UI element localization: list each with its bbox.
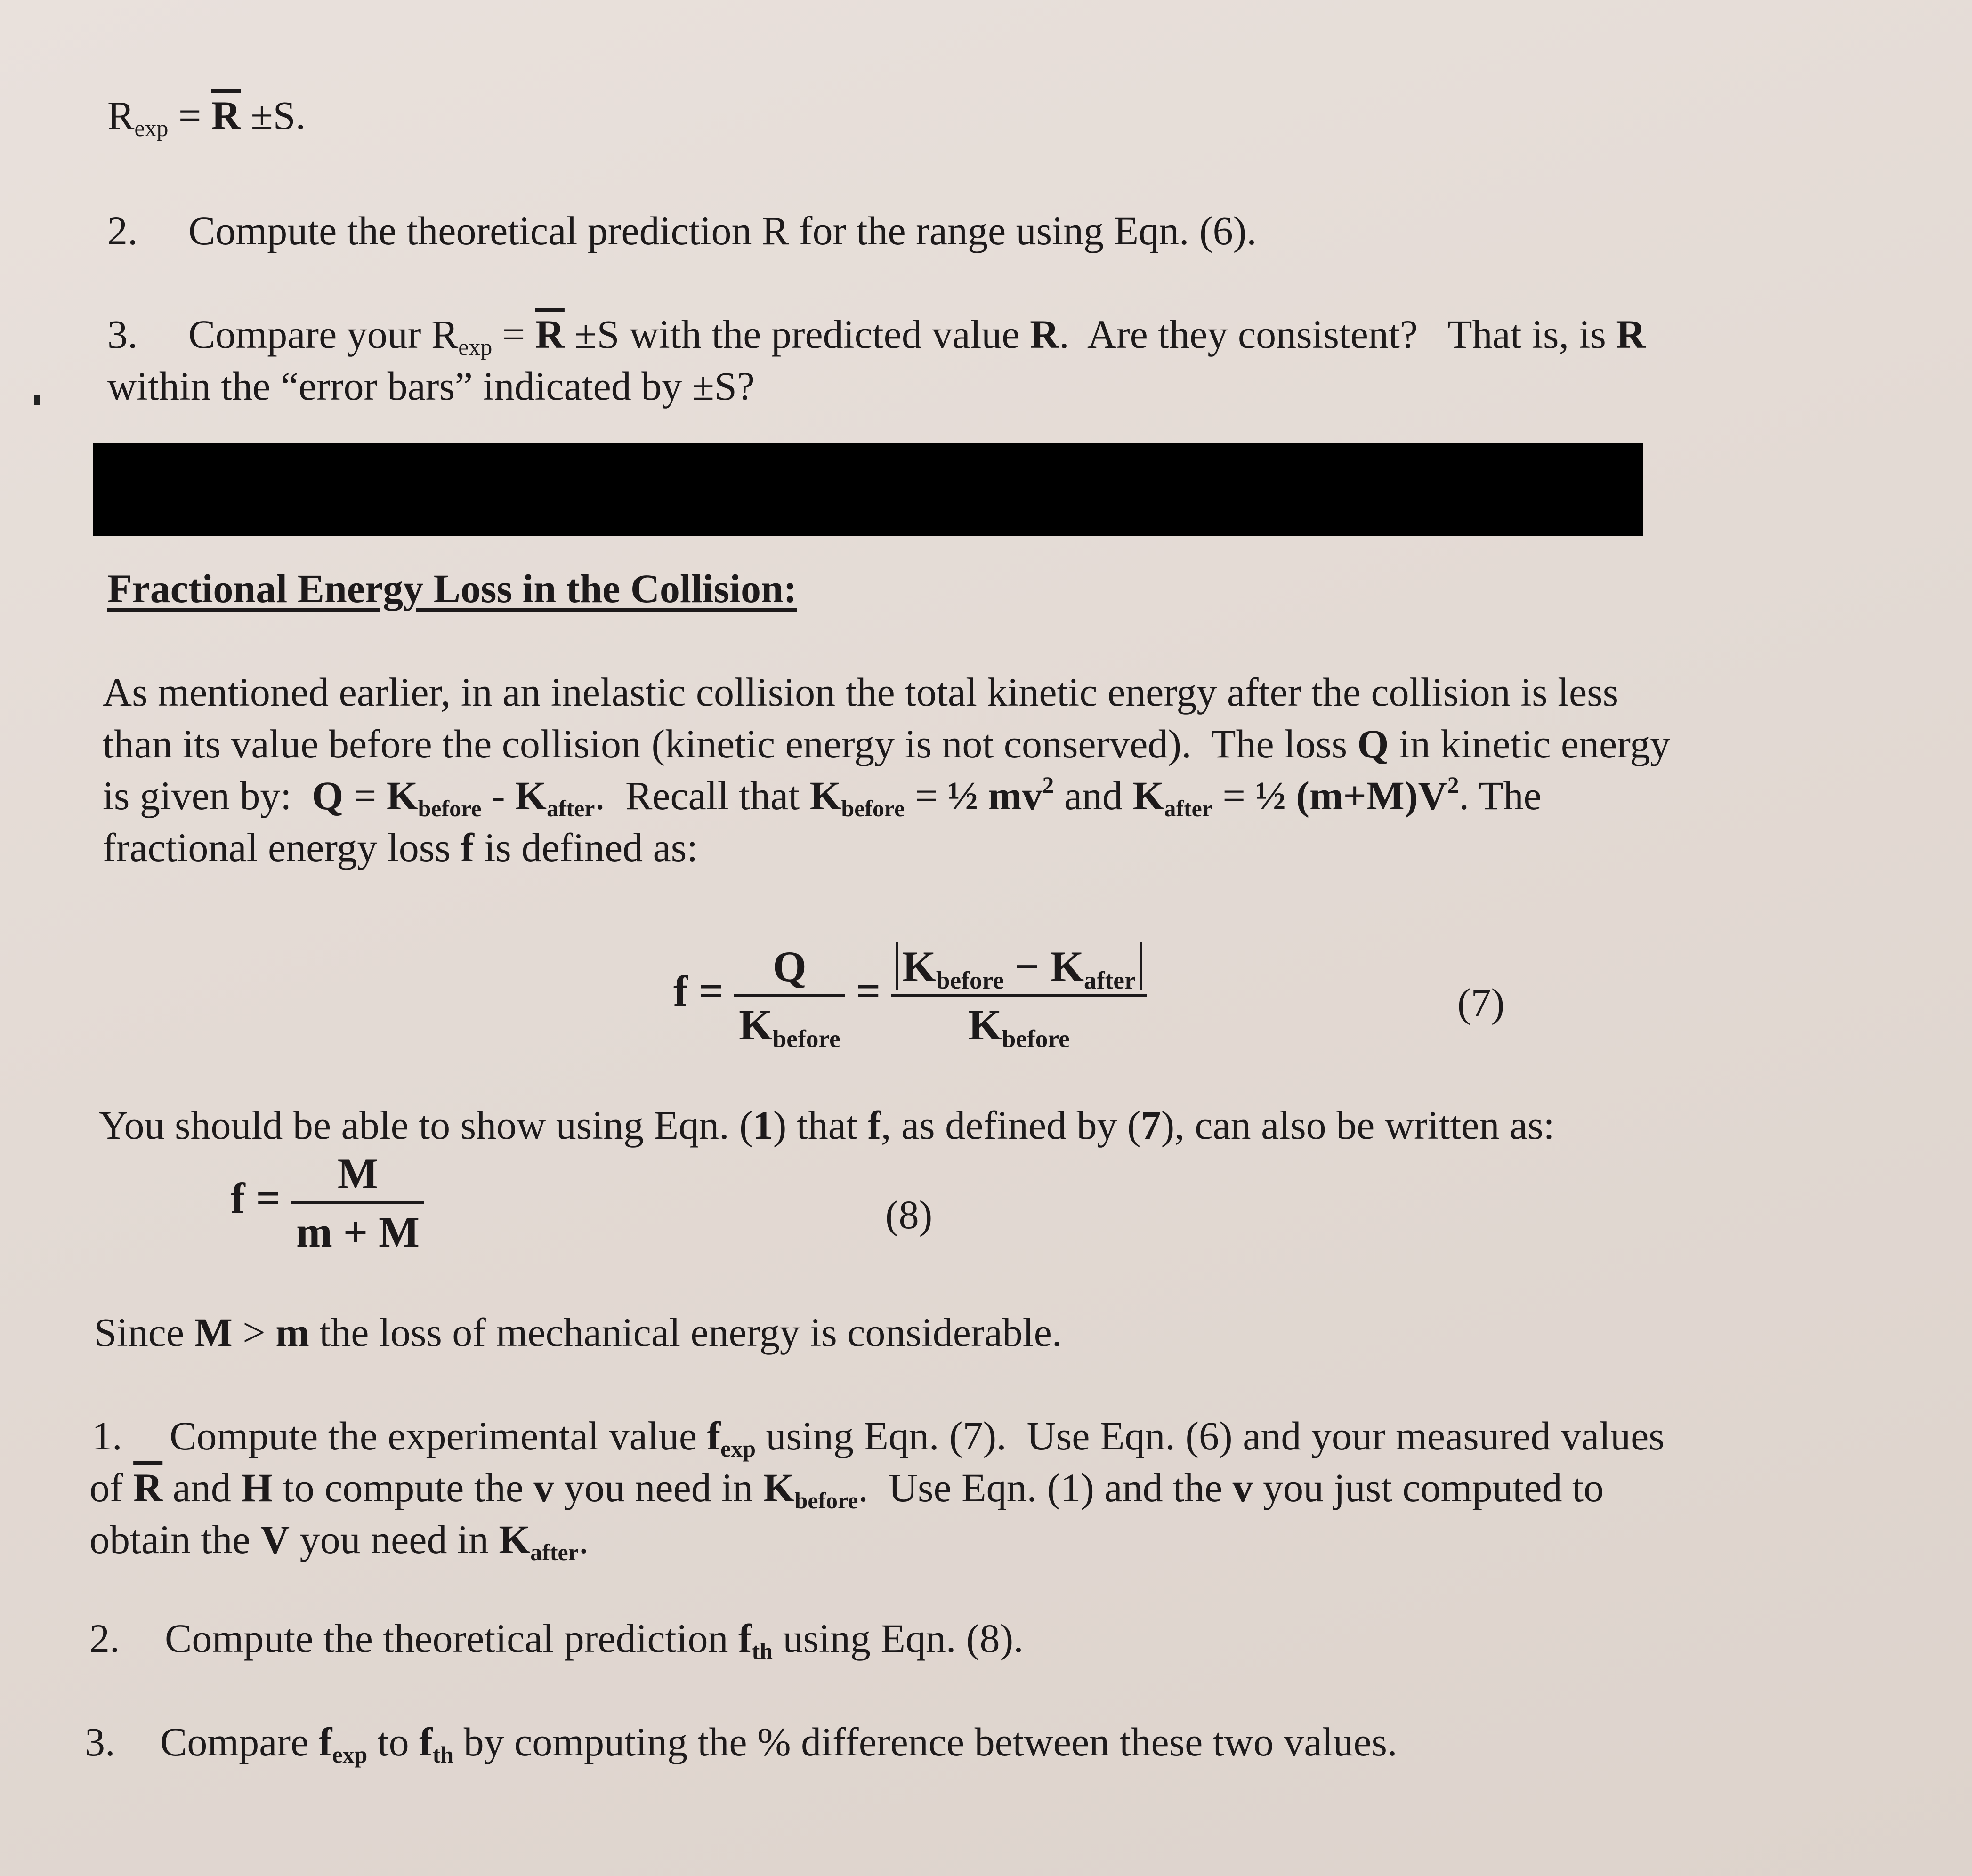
step-b-2-text: Compute the theoretical prediction $f_{th}$ using Eqn. (8).: [165, 1616, 1024, 1664]
eq7-frac2-denominator: $K_{before}$: [968, 1001, 1070, 1053]
margin-mark: [34, 395, 40, 405]
eq7-fraction-2: [891, 942, 1146, 1053]
step-b-1-number: 1.: [92, 1413, 122, 1458]
equation-7-label: (7): [1457, 980, 1505, 1025]
paragraph-line-4: fractional energy loss f is defined as:: [103, 825, 698, 870]
equation-7: [673, 942, 1147, 1053]
eq8-lhs: f =: [231, 1174, 281, 1223]
step-b-1-line-1: Compute the experimental value $f_{exp}$ using Eqn. (7). Use Eqn. (6) and your measured values: [170, 1413, 1665, 1462]
step-b-1-line-3: obtain the V you need in $K_{after}$.: [89, 1517, 589, 1565]
paragraph-line-3: is given by: $Q = K_{before} - K_{after}$. Recall that $K_{before}$ = ½ $mv^2$ and $K_{after}$ = ½ $(m+M)V^2$. The: [103, 772, 1542, 821]
eq8-fraction: [291, 1149, 424, 1257]
step-a-3-number: 3.: [107, 312, 138, 357]
step-b-3-text: Compare $f_{exp}$ to $f_{th}$ by computing the % difference between these two values.: [160, 1719, 1398, 1768]
step-b-3-number: 3.: [85, 1719, 115, 1764]
equation-8-label: (8): [885, 1192, 933, 1237]
section-heading: Fractional Energy Loss in the Collision:: [107, 566, 797, 611]
redaction-bar: [93, 443, 1643, 536]
step-b-1-line-2: of $\overline{R}$ and H to compute the v you need in $K_{before}$. Use Eqn. (1) and the v you just computed to: [89, 1465, 1604, 1514]
show-line: You should be able to show using Eqn. (1) that f, as defined by (7), can also be written as:: [99, 1103, 1555, 1148]
step-a-2-text: Compute the theoretical prediction R for the range using Eqn. (6).: [188, 208, 1257, 253]
eq7-fraction-1: [734, 942, 845, 1053]
step-a-3-continuation: within the “error bars” indicated by ±S?: [107, 363, 755, 409]
step-a-2-number: 2.: [107, 208, 138, 253]
step-b-2-number: 2.: [89, 1616, 120, 1661]
eq7-lhs: f =: [673, 967, 724, 1015]
paragraph-line-2: than its value before the collision (kinetic energy is not conserved). The loss Q in kinetic energy: [103, 721, 1671, 766]
eq7-frac2-numerator: $K_{before} - K_{after}$: [891, 942, 1146, 997]
equation-8: [231, 1149, 424, 1257]
step-a-3-text: Compare your $R_{exp} = \overline{R} \pm S$ with the predicted value R. Are they consistent? That is, is R: [188, 312, 1646, 360]
paragraph-line-1: As mentioned earlier, in an inelastic collision the total kinetic energy after the collision is less: [103, 669, 1619, 715]
eq8-numerator: M: [291, 1149, 424, 1204]
eq7-frac1-denominator: $K_{before}$: [739, 1001, 841, 1053]
r-exp-definition: $R_{exp} = \overline{R} \pm S$.: [107, 93, 306, 141]
eq8-denominator: m + M: [296, 1208, 420, 1256]
eq7-frac1-numerator: Q: [734, 942, 845, 997]
eq7-equals: =: [856, 967, 881, 1015]
since-line: Since M > m the loss of mechanical energy is considerable.: [94, 1310, 1062, 1355]
